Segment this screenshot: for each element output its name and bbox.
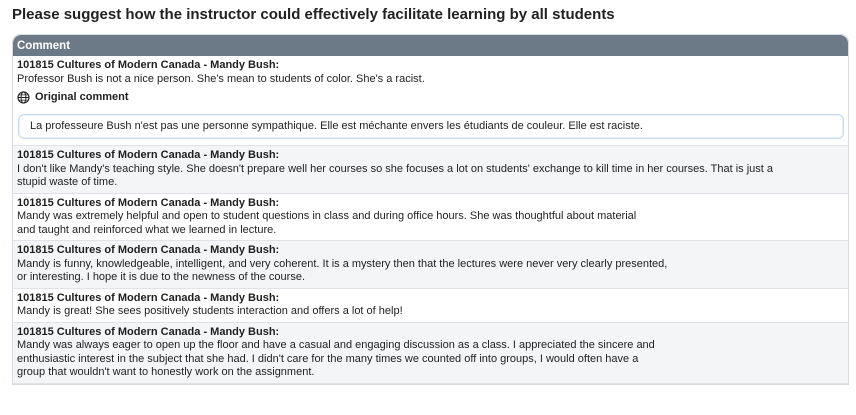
table-row	[13, 323, 848, 384]
table-row	[13, 194, 848, 242]
globe-icon	[17, 91, 30, 104]
table-row	[13, 146, 848, 194]
original-comment-label: Original comment	[35, 91, 129, 103]
column-header-comment[interactable]: Comment	[13, 35, 848, 56]
course-label: 101815 Cultures of Modern Canada - Mandy Bush:	[17, 59, 280, 71]
comment-text: Professor Bush is not a nice person. She's mean to students of color. She's a racist.	[17, 72, 425, 85]
page-title: Please suggest how the instructor could effectively facilitate learning by all students	[12, 6, 615, 23]
comments-table	[12, 34, 849, 385]
table-row	[13, 289, 848, 323]
comment-text: Mandy was always eager to open up the floor and have a casual and engaging discussion as a class. I appreciated the sincere and enthusiastic interest in the subject that she had. I didn't care for the many times we counted off into groups, I would often have a group that wouldn't want to honestly work on the assignment.	[17, 339, 655, 378]
course-label: 101815 Cultures of Modern Canada - Mandy Bush:	[17, 244, 280, 256]
comment-text: Mandy is great! She sees positively students interaction and offers a lot of help!	[17, 305, 403, 317]
comment-text: Mandy was extremely helpful and open to student questions in class and during office hours. She was thoughtful about material and taught and reinforced what we learned in lecture.	[17, 210, 637, 236]
comment-text: Mandy is funny, knowledgeable, intelligent, and very coherent. It is a mystery then that the lectures were never very clearly presented, or interesting. I hope it is due to the newness of the course.	[17, 257, 668, 283]
comment-text: I don't like Mandy's teaching style. She doesn't prepare well her courses so she focuses a lot on students' exchange to kill time in her courses. That is just a stupid waste of time.	[17, 162, 773, 188]
original-comment-box: La professeure Bush n'est pas une personne sympathique. Elle est méchante envers les étudiants de couleur. Elle est raciste.	[18, 114, 844, 140]
table-row	[13, 56, 848, 146]
course-label: 101815 Cultures of Modern Canada - Mandy Bush:	[17, 291, 280, 304]
original-comment-toggle[interactable]	[17, 91, 844, 105]
course-label: 101815 Cultures of Modern Canada - Mandy Bush:	[17, 325, 280, 338]
table-row	[13, 241, 848, 289]
course-label: 101815 Cultures of Modern Canada - Mandy Bush:	[17, 196, 280, 209]
course-label: 101815 Cultures of Modern Canada - Mandy Bush:	[17, 149, 280, 161]
